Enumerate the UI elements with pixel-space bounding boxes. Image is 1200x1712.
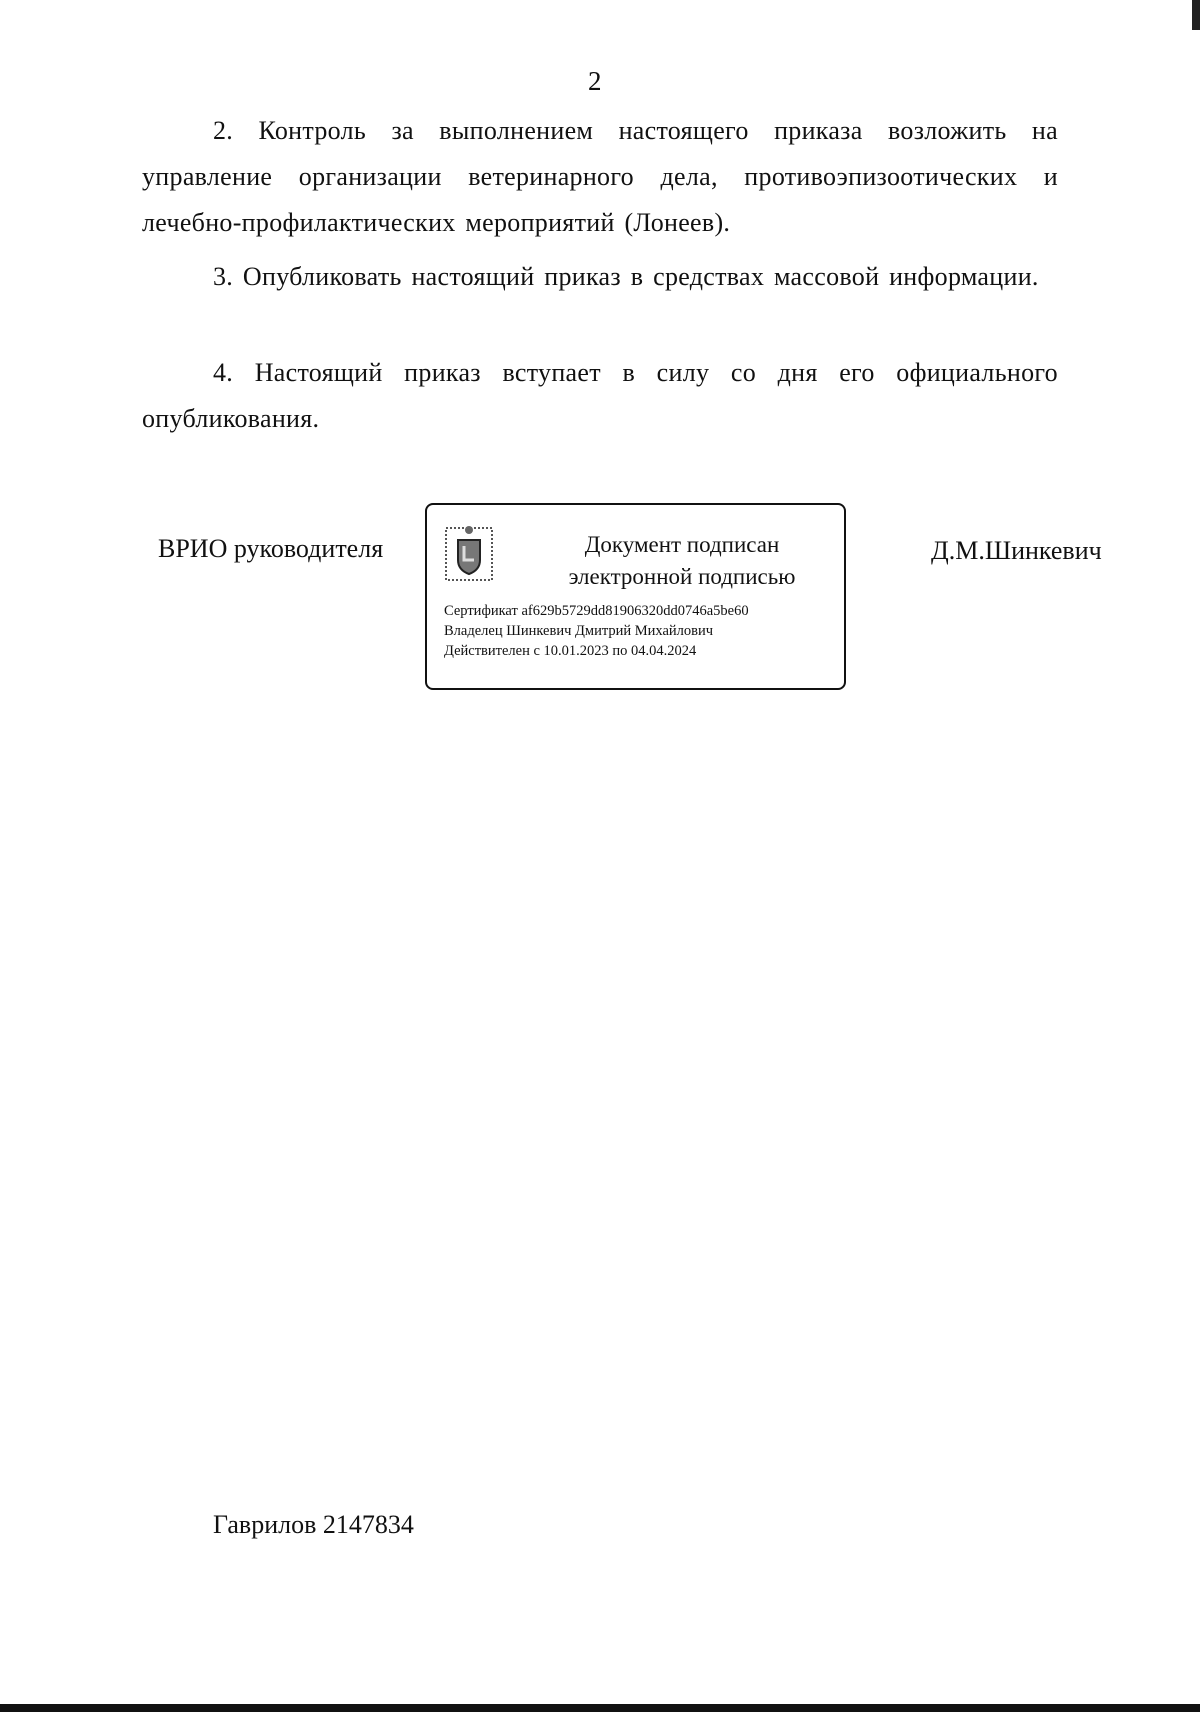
stamp-certificate: Сертификат af629b5729dd81906320dd0746a5be60 xyxy=(444,603,749,619)
coat-of-arms-icon xyxy=(444,522,494,584)
electronic-signature-stamp xyxy=(425,503,846,690)
executor-note: Гаврилов 2147834 xyxy=(213,1510,414,1539)
stamp-owner: Владелец Шинкевич Дмитрий Михайлович xyxy=(444,623,714,639)
paragraph-2: 2. Контроль за выполнением настоящего приказа возложить на управление организации ветеринарного дела, противоэпизоотических и лечебно-профилактических мероприятий (Лонеев). xyxy=(142,116,1058,237)
scan-edge-mark xyxy=(1192,0,1200,30)
page-number: 2 xyxy=(588,66,602,96)
signer-name: Д.М.Шинкевич xyxy=(931,536,1102,565)
stamp-title-line1: Документ подписан xyxy=(584,532,780,557)
scan-bottom-edge xyxy=(0,1704,1200,1712)
stamp-title-line2: электронной подписью xyxy=(568,564,796,589)
paragraph-4: 4. Настоящий приказ вступает в силу со дня его официального опубликования. xyxy=(142,358,1058,433)
signer-position: ВРИО руководителя xyxy=(158,534,384,563)
paragraph-3: 3. Опубликовать настоящий приказ в средствах массовой информации. xyxy=(213,262,1039,291)
stamp-validity: Действителен с 10.01.2023 по 04.04.2024 xyxy=(444,643,697,659)
